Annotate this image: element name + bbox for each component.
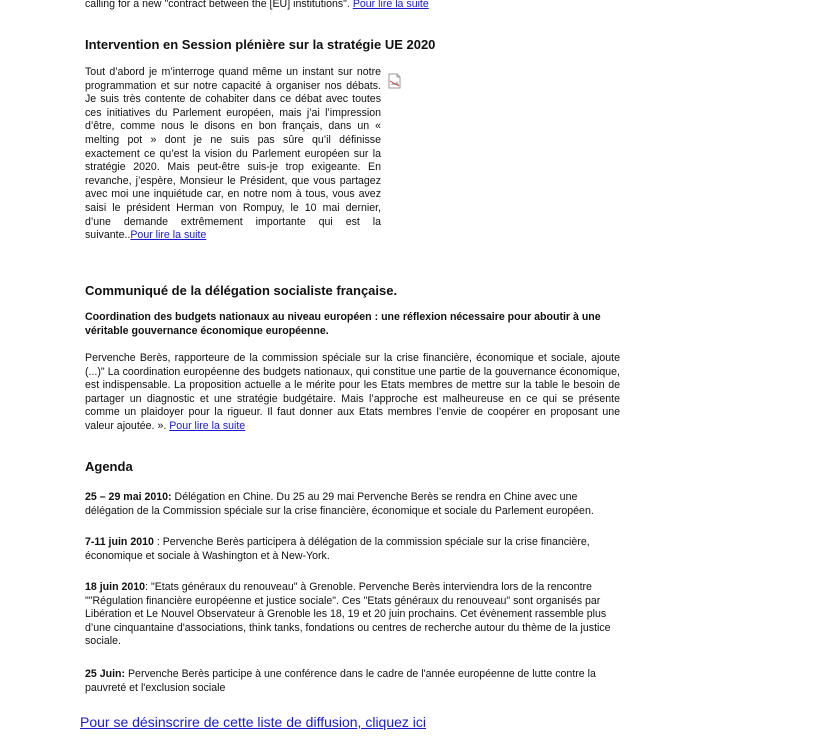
section-title-communique: Communiqué de la délégation socialiste française.	[85, 283, 398, 298]
section-title-strategie-2020: Intervention en Session plénière sur la stratégie UE 2020	[85, 37, 436, 52]
agenda-text: Pervenche Berès interviendra lors de la rencontre ""Régulation financière européenne et justice sociale". Ces "Etats généraux du renouveau" sont organisés par Libération et Le Nouvel Observateur à Grenoble les 18, 19 et 20 juin prochains. Cet évènement rassemble plus d’une cinquantaine d'associations, think tanks, fondations ou centres de recherche autour du thème de la justice sociale.	[85, 581, 611, 648]
agenda-date: 7-11 juin 2010	[85, 536, 154, 548]
agenda-lead: : "Etats généraux du renouveau" à Grenoble.	[145, 581, 356, 593]
read-more-link[interactable]: Pour lire la suite	[130, 229, 207, 242]
section-text: Tout d’abord je m’interroge quand même un instant sur notre programmation et sur notre capacité à organiser nos débats. Je suis très contente de cohabiter dans ce débat avec toutes ces initiatives du Parlement européen, mais j’ai l’impression d’être, comme nous le disons en bon français, dans un « melting pot » dont je ne suis pas sûre qu’il définisse exactement ce qu’est la vision du Parlement européen sur la stratégie 2020. Mais peut-être suis-je trop exigeante. En revanche, j’espère, Monsieur le Président, que vous partagez avec moi une inquiétude car, en notre nom à tous, vous avez saisi le président Herman von Rompuy, le 10 mai dernier, d’une demande extrêmement importante qui est la suivante..	[85, 66, 381, 242]
agenda-date: 25 – 29 mai 2010:	[85, 491, 172, 503]
broken-image-icon	[388, 73, 401, 89]
agenda-text: Pervenche Berès participera à délégation de la commission spéciale sur la crise financière, économique et sociale à Washington et à New-York.	[85, 536, 590, 562]
unsubscribe-link[interactable]: Pour se désinscrire de cette liste de diffusion, cliquez ici	[80, 714, 427, 730]
section-subtitle: Coordination des budgets nationaux au niveau européen : une réflexion nécessaire pour aboutir à une véritable gouvernance économique européenne.	[85, 311, 601, 337]
previous-article-ending	[85, 0, 625, 12]
read-more-link[interactable]: Pour lire la suite	[352, 0, 429, 10]
read-more-link[interactable]: Pour lire la suite	[169, 419, 246, 432]
agenda-lead: Délégation en Chine.	[171, 491, 274, 503]
section-text: Pervenche Berès, rapporteure de la commission spéciale sur la crise financière, économique et sociale, ajoute (...)" La coordination européenne des budgets nationaux, qui constitue une partie de la gouvernance économique, est indispensable. La proposition actuelle a le mérite pour les Etats membres de mettre sur la table le besoin de partager un diagnostic et une stratégie budgétaire. Mais l’approche est malheureuse en ce qui se présente comme un plaidoyer pour la rigueur. Il faut donner aux Etats membres l’envie de coopérer en proposant une valeur ajoutée. ».	[85, 352, 620, 432]
agenda-item	[85, 581, 620, 649]
previous-article-text: calling for a new "contract between the [EU] institutions".	[85, 0, 350, 10]
section-body-communique	[85, 352, 620, 434]
agenda-item	[85, 536, 620, 563]
agenda-item	[85, 491, 620, 518]
agenda-lead: :	[153, 536, 160, 548]
agenda-item	[85, 668, 620, 695]
agenda-text: Du 25 au 29 mai Pervenche Berès se rendra en Chine avec une délégation de la Commission spéciale sur la crise financière, économique et sociale du Parlement européen.	[85, 491, 594, 517]
agenda-text: Pervenche Berès participe à une conférence dans le cadre de l'année européenne de lutte contre la pauvreté et l'exclusion sociale	[85, 668, 596, 694]
section-body-strategie-2020	[85, 66, 381, 243]
agenda-title: Agenda	[85, 459, 133, 474]
agenda-date: 25 Juin:	[85, 668, 126, 680]
agenda-date: 18 juin 2010	[85, 581, 146, 593]
